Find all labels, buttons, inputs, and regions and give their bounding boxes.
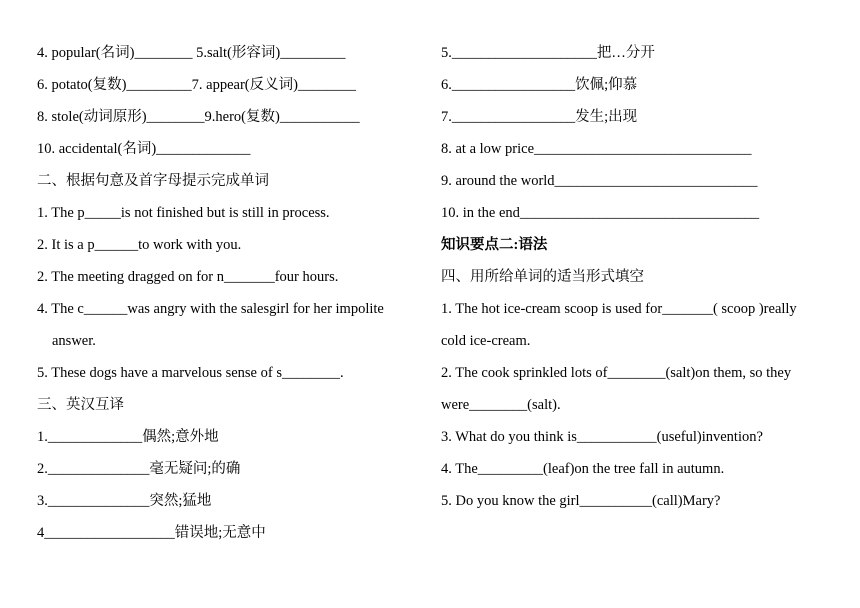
sentence-line-4: 4. The c______was angry with the salesgirl for her impolite: [37, 301, 384, 317]
translation-line-10: 10. in the end_________________________________: [441, 205, 760, 221]
sentence-line-3: 2. The meeting dragged on for n_______four hours.: [37, 269, 339, 285]
translation-line-3: 3.______________突然;猛地: [37, 493, 212, 509]
fill-in-line-2: 2. The cook sprinkled lots of________(salt)on them, so they: [441, 365, 792, 381]
fill-in-line-1: 1. The hot ice-cream scoop is used for_______( scoop )really: [441, 301, 797, 317]
translation-line-4: 4__________________错误地;无意中: [37, 525, 266, 541]
fill-in-line-2-continued: were________(salt).: [441, 397, 561, 413]
translation-line-7: 7._________________发生;出现: [441, 109, 638, 125]
fill-in-line-1-continued: cold ice-cream.: [441, 333, 531, 349]
exercise-line-accidental: 10. accidental(名词)_____________: [37, 141, 251, 157]
right-column: [441, 40, 841, 520]
translation-line-8: 8. at a low price______________________________: [441, 141, 752, 157]
translation-line-2: 2.______________毫无疑问;的确: [37, 461, 241, 477]
fill-in-line-3: 3. What do you think is___________(useful)invention?: [441, 429, 763, 445]
exercise-line-popular-salt: 4. popular(名词)________ 5.salt(形容词)_________: [37, 45, 346, 61]
fill-in-line-4: 4. The_________(leaf)on the tree fall in autumn.: [441, 461, 725, 477]
section-heading-two: 二、根据句意及首字母提示完成单词: [37, 173, 269, 189]
left-column: [37, 40, 422, 552]
sentence-line-5: 5. These dogs have a marvelous sense of s________.: [37, 365, 344, 381]
exercise-line-stole-hero: 8. stole(动词原形)________9.hero(复数)___________: [37, 109, 360, 125]
translation-line-1: 1._____________偶然;意外地: [37, 429, 219, 445]
grammar-heading: 知识要点二:语法: [441, 237, 548, 253]
section-heading-three: 三、英汉互译: [37, 397, 124, 413]
fill-in-line-5: 5. Do you know the girl__________(call)Mary?: [441, 493, 721, 509]
sentence-line-2: 2. It is a p______to work with you.: [37, 237, 242, 253]
exercise-line-potato-appear: 6. potato(复数)_________7. appear(反义词)________: [37, 77, 356, 93]
section-heading-four: 四、用所给单词的适当形式填空: [441, 269, 644, 285]
translation-line-5: 5.____________________把…分开: [441, 45, 655, 61]
translation-line-6: 6._________________饮佩;仰慕: [441, 77, 638, 93]
translation-line-9: 9. around the world____________________________: [441, 173, 758, 189]
sentence-line-4-continued: answer.: [52, 333, 96, 349]
sentence-line-1: 1. The p_____is not finished but is still in process.: [37, 205, 330, 221]
